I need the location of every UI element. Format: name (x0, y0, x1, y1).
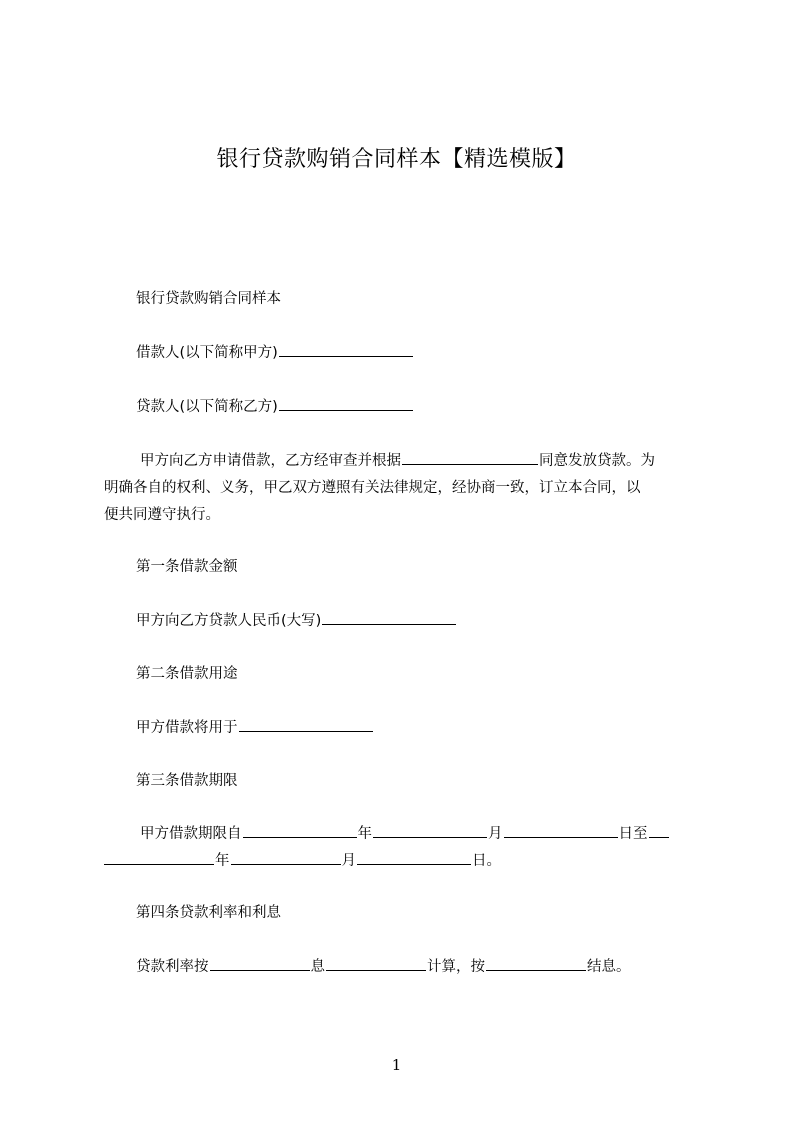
rate-type-blank[interactable] (210, 956, 310, 971)
calc-label: 计算，按 (427, 959, 485, 975)
loan-amount-blank[interactable] (322, 610, 456, 625)
borrower-blank[interactable] (279, 342, 413, 357)
end-year-blank-start[interactable] (649, 823, 669, 838)
start-year-label: 年 (357, 826, 372, 842)
start-month-blank[interactable] (373, 823, 487, 838)
borrower-label: 借款人(以下简称甲方) (136, 345, 278, 361)
end-day-blank[interactable] (357, 850, 471, 865)
basis-blank[interactable] (402, 450, 538, 465)
lender-label: 贷款人(以下简称乙方) (136, 399, 278, 415)
page-number: 1 (391, 1056, 402, 1074)
end-month-label: 月 (341, 853, 356, 869)
settle-label: 结息。 (587, 959, 631, 975)
intro-paragraph (104, 448, 704, 529)
rate-text: 贷款利率按 (136, 959, 209, 975)
intro-text-2: 同意发放贷款。为 (539, 453, 655, 469)
intro-text-1: 甲方向乙方申请借款，乙方经审查并根据 (140, 453, 401, 469)
article3-line-2 (104, 848, 704, 875)
end-year-blank[interactable] (104, 850, 214, 865)
settlement-period-blank[interactable] (486, 956, 586, 971)
article2-line (104, 715, 736, 742)
loan-purpose-blank[interactable] (239, 717, 373, 732)
article3-paragraph (104, 821, 704, 875)
article4-heading: 第四条贷款利率和利息 (136, 905, 281, 921)
article3-heading: 第三条借款期限 (136, 773, 238, 789)
end-day-label: 日。 (472, 853, 501, 869)
document-title: 银行贷款购销合同样本【精选模版】 (216, 147, 577, 172)
intro-line-2: 明确各自的权利、义务，甲乙双方遵照有关法律规定，经协商一致，订立本合同，以 (104, 480, 641, 496)
article2-text: 甲方借款将用于 (136, 720, 238, 736)
rate-value-blank[interactable] (326, 956, 426, 971)
borrower-line (104, 340, 736, 367)
article1-line (104, 608, 736, 635)
article3-line-1 (104, 821, 704, 848)
end-year-label: 年 (215, 853, 230, 869)
intro-line-1 (104, 448, 704, 475)
interest-label: 息 (310, 959, 325, 975)
article1-heading: 第一条借款金额 (136, 559, 238, 575)
start-day-to-label: 日至 (618, 826, 648, 842)
intro-line-3: 便共同遵守执行。 (104, 507, 220, 523)
contract-subtitle: 银行贷款购销合同样本 (136, 291, 281, 307)
start-day-blank[interactable] (504, 823, 618, 838)
end-month-blank[interactable] (231, 850, 341, 865)
start-year-blank[interactable] (243, 823, 357, 838)
start-month-label: 月 (488, 826, 503, 842)
lender-line (104, 394, 736, 421)
term-start-text: 甲方借款期限自 (140, 826, 242, 842)
article2-heading: 第二条借款用途 (136, 666, 238, 682)
article4-line (104, 954, 736, 981)
lender-blank[interactable] (279, 396, 413, 411)
article1-text: 甲方向乙方贷款人民币(大写) (136, 613, 322, 629)
